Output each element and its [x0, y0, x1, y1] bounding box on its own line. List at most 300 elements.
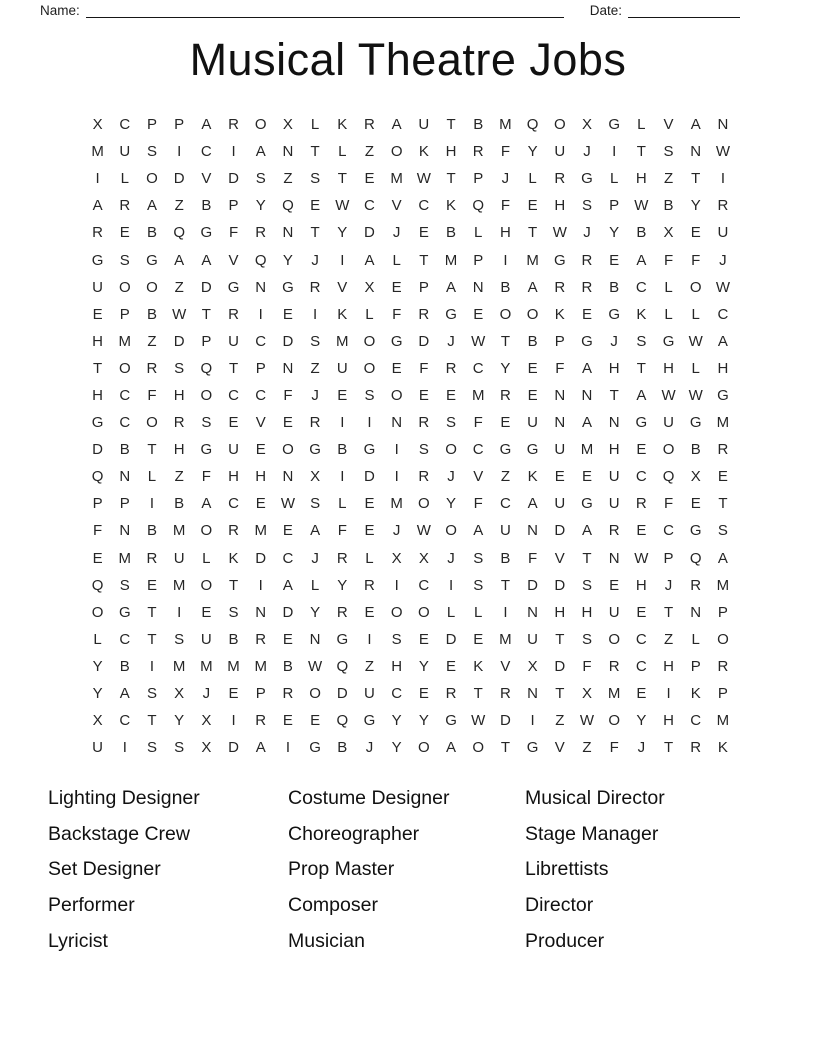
grid-letter: P — [609, 197, 620, 215]
grid-letter: O — [553, 116, 566, 134]
grid-letter: I — [258, 305, 263, 323]
grid-letter: L — [691, 359, 700, 377]
grid-letter: B — [146, 522, 157, 540]
grid-letter: W — [715, 143, 730, 161]
grid-letter: V — [228, 251, 239, 269]
grid-letter: A — [255, 143, 266, 161]
grid-letter: U — [228, 441, 239, 459]
grid-letter: O — [146, 414, 158, 432]
grid-letter: S — [201, 414, 212, 432]
grid-letter: F — [228, 224, 239, 242]
grid-letter: T — [582, 549, 592, 567]
word-list-item: Musical Director — [525, 787, 665, 809]
grid-letter: U — [527, 630, 539, 648]
grid-letter: H — [554, 197, 566, 215]
grid-letter: R — [445, 685, 457, 703]
grid-letter: L — [147, 468, 157, 486]
grid-letter: D — [282, 332, 294, 350]
grid-letter: R — [690, 576, 702, 594]
grid-letter: R — [364, 576, 375, 594]
grid-letter: T — [147, 712, 157, 730]
grid-letter: G — [499, 441, 512, 459]
grid-letter: C — [418, 197, 430, 215]
grid-letter: G — [227, 278, 240, 296]
grid-letter: K — [690, 685, 701, 703]
grid-letter: C — [255, 332, 267, 350]
grid-letter: R — [608, 657, 620, 675]
grid-letter: E — [364, 495, 375, 513]
grid-letter: L — [664, 278, 673, 296]
grid-letter: O — [526, 305, 539, 323]
grid-letter: R — [228, 116, 239, 134]
grid-letter: O — [608, 712, 620, 730]
grid-letter: L — [691, 630, 700, 648]
grid-letter: R — [635, 495, 647, 513]
grid-letter: O — [390, 603, 403, 621]
grid-letter: U — [200, 630, 212, 648]
grid-letter: A — [473, 522, 484, 540]
grid-letter: O — [146, 170, 158, 188]
grid-letter: A — [201, 116, 212, 134]
grid-letter: I — [720, 170, 725, 188]
grid-letter: M — [200, 657, 213, 675]
grid-letter: W — [579, 712, 595, 730]
grid-letter: R — [336, 549, 348, 567]
grid-letter: O — [445, 522, 457, 540]
grid-letter: J — [583, 224, 591, 242]
grid-letter: U — [228, 332, 239, 350]
grid-letter: M — [471, 386, 485, 404]
grid-letter: S — [636, 332, 647, 350]
grid-letter: J — [501, 170, 510, 188]
grid-letter: N — [690, 603, 702, 621]
grid-letter: P — [473, 251, 484, 269]
grid-letter: T — [147, 603, 157, 621]
grid-letter: A — [119, 685, 130, 703]
grid-letter: N — [119, 468, 131, 486]
grid-letter: M — [390, 170, 403, 188]
grid-letter: Z — [364, 143, 375, 161]
grid-letter: D — [282, 603, 294, 621]
grid-letter: D — [499, 712, 511, 730]
grid-letter: S — [174, 630, 185, 648]
grid-letter: T — [310, 224, 320, 242]
grid-letter: R — [445, 359, 457, 377]
grid-letter: X — [174, 685, 185, 703]
grid-letter: M — [716, 712, 730, 730]
grid-letter: O — [282, 441, 294, 459]
grid-letter: Q — [472, 197, 485, 215]
grid-letter: A — [527, 278, 538, 296]
grid-letter: P — [717, 685, 728, 703]
grid-letter: A — [446, 739, 457, 757]
word-list-item: Costume Designer — [288, 787, 450, 809]
grid-letter: T — [528, 224, 538, 242]
grid-letter: S — [119, 576, 130, 594]
grid-letter: Q — [200, 359, 213, 377]
grid-letter: B — [146, 224, 157, 242]
word-list-item: Composer — [288, 894, 378, 917]
grid-letter: M — [254, 657, 267, 675]
grid-letter: S — [228, 603, 239, 621]
grid-letter: P — [174, 116, 185, 134]
grid-letter: N — [554, 386, 566, 404]
grid-letter: E — [391, 359, 402, 377]
grid-letter: D — [554, 522, 566, 540]
grid-letter: T — [310, 143, 320, 161]
grid-letter: A — [201, 495, 212, 513]
grid-letter: A — [446, 278, 457, 296]
grid-letter: O — [499, 305, 512, 323]
grid-letter: F — [419, 359, 429, 377]
grid-letter: I — [231, 143, 236, 161]
grid-letter: I — [394, 468, 399, 486]
word-list-column-3 — [525, 781, 765, 960]
grid-letter: H — [635, 170, 647, 188]
grid-letter: C — [418, 576, 430, 594]
grid-letter: H — [663, 712, 674, 730]
word-list-item: Choreographer — [288, 822, 420, 845]
grid-letter: W — [172, 305, 187, 323]
grid-letter: C — [364, 197, 375, 215]
grid-letter: R — [309, 414, 321, 432]
grid-letter: A — [717, 549, 728, 567]
grid-letter: I — [177, 143, 182, 161]
grid-letter: N — [608, 414, 620, 432]
grid-letter: N — [255, 603, 267, 621]
grid-letter: T — [609, 386, 619, 404]
grid-letter: T — [691, 170, 701, 188]
grid-letter: V — [255, 414, 266, 432]
grid-letter: Y — [255, 197, 266, 215]
grid-letter: E — [228, 685, 239, 703]
grid-letter: I — [394, 576, 399, 594]
grid-letter: B — [119, 441, 130, 459]
grid-letter: B — [527, 332, 538, 350]
grid-letter: O — [254, 116, 267, 134]
grid-letter: Z — [555, 712, 565, 730]
grid-letter: W — [552, 224, 567, 242]
grid-letter: Z — [174, 197, 184, 215]
grid-letter: C — [119, 116, 131, 134]
grid-letter: R — [146, 549, 158, 567]
grid-letter: G — [581, 495, 593, 513]
grid-letter: R — [418, 468, 430, 486]
grid-letter: N — [554, 414, 566, 432]
grid-letter: F — [201, 468, 211, 486]
grid-letter: F — [147, 386, 157, 404]
grid-letter: N — [717, 116, 729, 134]
grid-letter: U — [336, 359, 348, 377]
grid-letter: P — [255, 359, 266, 377]
grid-letter: H — [554, 603, 566, 621]
grid-letter: R — [499, 685, 511, 703]
word-list-item: Musician — [288, 929, 365, 952]
grid-letter: R — [690, 739, 702, 757]
grid-letter: G — [581, 332, 593, 350]
grid-letter: R — [717, 441, 729, 459]
grid-letter: X — [92, 712, 103, 730]
grid-letter: R — [309, 278, 321, 296]
grid-letter: S — [418, 441, 429, 459]
word-list-item: Director — [525, 894, 594, 917]
grid-letter: F — [473, 414, 483, 432]
grid-letter: S — [119, 251, 130, 269]
grid-letter: I — [367, 630, 372, 648]
grid-letter: I — [340, 251, 345, 269]
grid-letter: P — [418, 278, 429, 296]
grid-letter: R — [173, 414, 185, 432]
grid-letter: F — [609, 739, 619, 757]
grid-letter: B — [690, 441, 701, 459]
grid-letter: I — [367, 414, 372, 432]
grid-letter: O — [118, 359, 131, 377]
grid-letter: N — [282, 224, 294, 242]
grid-letter: I — [340, 468, 345, 486]
grid-letter: E — [690, 224, 701, 242]
grid-letter: N — [282, 359, 294, 377]
grid-letter: L — [93, 630, 102, 648]
grid-letter: N — [309, 630, 321, 648]
grid-letter: C — [119, 414, 131, 432]
grid-letter: X — [581, 685, 592, 703]
word-list-item: Librettists — [525, 858, 609, 881]
grid-letter: L — [365, 305, 374, 323]
grid-letter: Y — [690, 197, 701, 215]
grid-letter: Y — [418, 712, 429, 730]
grid-letter: K — [337, 305, 348, 323]
grid-letter: R — [472, 143, 484, 161]
grid-letter: A — [146, 197, 157, 215]
header-line — [40, 2, 740, 18]
grid-letter: W — [634, 197, 649, 215]
grid-letter: K — [636, 305, 647, 323]
grid-letter: J — [311, 386, 319, 404]
grid-letter: E — [255, 495, 266, 513]
grid-letter: W — [688, 386, 703, 404]
grid-letter: A — [581, 522, 592, 540]
grid-letter: T — [201, 305, 211, 323]
grid-letter: I — [95, 170, 100, 188]
grid-letter: L — [609, 170, 619, 188]
grid-letter: G — [689, 522, 702, 540]
grid-letter: B — [473, 116, 484, 134]
grid-letter: H — [663, 657, 674, 675]
grid-letter: S — [473, 549, 484, 567]
grid-letter: Q — [91, 576, 104, 594]
grid-letter: Z — [174, 278, 184, 296]
grid-letter: M — [607, 685, 621, 703]
grid-letter: S — [446, 414, 457, 432]
grid-letter: E — [527, 197, 538, 215]
grid-letter: R — [146, 359, 158, 377]
grid-letter: B — [636, 224, 647, 242]
grid-letter: E — [146, 576, 157, 594]
grid-letter: G — [445, 305, 457, 323]
grid-letter: W — [661, 386, 676, 404]
grid-letter: C — [391, 685, 403, 703]
grid-letter: F — [283, 386, 293, 404]
grid-letter: O — [309, 685, 321, 703]
grid-letter: L — [474, 603, 483, 621]
grid-letter: J — [202, 685, 211, 703]
grid-letter: B — [119, 657, 130, 675]
grid-letter: W — [715, 278, 730, 296]
grid-letter: A — [581, 414, 592, 432]
grid-letter: E — [418, 386, 429, 404]
grid-letter: D — [527, 576, 539, 594]
grid-letter: N — [472, 278, 484, 296]
grid-letter: Y — [527, 143, 538, 161]
grid-letter: U — [608, 495, 620, 513]
grid-letter: Y — [337, 576, 348, 594]
grid-letter: M — [254, 522, 267, 540]
grid-letter: X — [282, 116, 293, 134]
grid-letter: O — [689, 278, 702, 296]
grid-letter: J — [610, 332, 618, 350]
grid-letter: X — [527, 657, 538, 675]
grid-letter: Y — [282, 251, 293, 269]
grid-letter: S — [391, 630, 402, 648]
grid-letter: J — [664, 576, 673, 594]
grid-letter: O — [445, 441, 457, 459]
grid-letter: U — [364, 685, 375, 703]
grid-letter: Y — [609, 224, 620, 242]
grid-letter: C — [472, 359, 484, 377]
grid-letter: A — [717, 332, 728, 350]
grid-letter: K — [554, 305, 565, 323]
grid-letter: R — [282, 685, 294, 703]
grid-letter: Z — [364, 657, 375, 675]
grid-letter: Z — [500, 468, 510, 486]
grid-letter: K — [527, 468, 538, 486]
grid-letter: T — [93, 359, 103, 377]
grid-letter: U — [527, 414, 539, 432]
grid-letter: D — [445, 630, 457, 648]
grid-letter: P — [119, 495, 130, 513]
grid-letter: S — [364, 386, 375, 404]
date-label: Date: — [589, 3, 622, 18]
grid-letter: B — [337, 441, 348, 459]
grid-letter: E — [119, 224, 130, 242]
grid-letter: O — [146, 278, 158, 296]
grid-letter: S — [255, 170, 266, 188]
grid-letter: Q — [526, 116, 539, 134]
grid-letter: P — [554, 332, 565, 350]
grid-letter: J — [447, 332, 455, 350]
grid-letter: D — [173, 332, 185, 350]
grid-letter: C — [200, 143, 212, 161]
grid-letter: K — [717, 739, 728, 757]
grid-letter: N — [391, 414, 403, 432]
grid-letter: M — [91, 143, 104, 161]
date-blank-line — [628, 3, 740, 18]
grid-letter: S — [581, 630, 592, 648]
grid-letter: I — [177, 603, 182, 621]
grid-letter: B — [228, 630, 239, 648]
grid-letter: Y — [310, 603, 321, 621]
grid-letter: U — [92, 739, 104, 757]
grid-letter: C — [635, 657, 647, 675]
grid-letter: A — [92, 197, 103, 215]
grid-letter: R — [228, 305, 239, 323]
grid-letter: S — [310, 332, 321, 350]
grid-letter: Y — [446, 495, 457, 513]
grid-letter: D — [228, 170, 239, 188]
grid-letter: R — [228, 522, 239, 540]
grid-letter: D — [173, 170, 185, 188]
grid-letter: E — [391, 278, 402, 296]
grid-letter: O — [363, 332, 376, 350]
grid-letter: H — [92, 386, 104, 404]
grid-letter: E — [364, 170, 375, 188]
grid-letter: I — [340, 414, 345, 432]
word-search-grid — [84, 111, 737, 761]
grid-letter: H — [391, 657, 403, 675]
grid-letter: Q — [662, 468, 675, 486]
grid-letter: Y — [92, 685, 103, 703]
grid-letter: O — [91, 603, 104, 621]
grid-letter: L — [310, 116, 320, 134]
grid-letter: Q — [336, 712, 349, 730]
grid-letter: L — [392, 251, 401, 269]
grid-letter: U — [119, 143, 131, 161]
grid-letter: H — [499, 224, 511, 242]
grid-letter: G — [581, 170, 593, 188]
grid-letter: A — [310, 522, 321, 540]
grid-letter: X — [364, 278, 375, 296]
grid-letter: E — [446, 657, 457, 675]
grid-letter: E — [201, 603, 212, 621]
grid-letter: E — [282, 414, 293, 432]
grid-letter: I — [285, 739, 290, 757]
grid-letter: B — [174, 495, 185, 513]
grid-letter: E — [609, 576, 620, 594]
grid-letter: K — [337, 116, 348, 134]
grid-letter: U — [608, 468, 620, 486]
grid-letter: F — [582, 657, 592, 675]
grid-letter: G — [608, 305, 620, 323]
grid-letter: M — [580, 441, 594, 459]
grid-letter: T — [636, 359, 646, 377]
word-list-item: Lyricist — [48, 929, 108, 952]
grid-letter: S — [581, 576, 592, 594]
name-label: Name: — [40, 3, 80, 18]
grid-letter: Z — [283, 170, 293, 188]
grid-letter: D — [92, 441, 104, 459]
grid-letter: U — [418, 116, 430, 134]
grid-letter: B — [446, 224, 457, 242]
grid-letter: I — [503, 603, 508, 621]
grid-letter: Y — [418, 657, 429, 675]
grid-letter: Z — [147, 332, 157, 350]
grid-letter: T — [446, 116, 456, 134]
grid-letter: M — [526, 251, 539, 269]
grid-letter: I — [448, 576, 454, 594]
grid-letter: O — [608, 630, 620, 648]
grid-letter: M — [172, 576, 186, 594]
grid-letter: C — [717, 305, 729, 323]
grid-letter: G — [336, 630, 349, 648]
grid-letter: M — [390, 495, 403, 513]
grid-letter: E — [282, 522, 293, 540]
grid-letter: S — [174, 359, 185, 377]
grid-letter: F — [691, 251, 701, 269]
grid-letter: T — [500, 332, 510, 350]
grid-letter: F — [337, 522, 347, 540]
grid-letter: O — [200, 386, 213, 404]
grid-letter: V — [201, 170, 212, 188]
